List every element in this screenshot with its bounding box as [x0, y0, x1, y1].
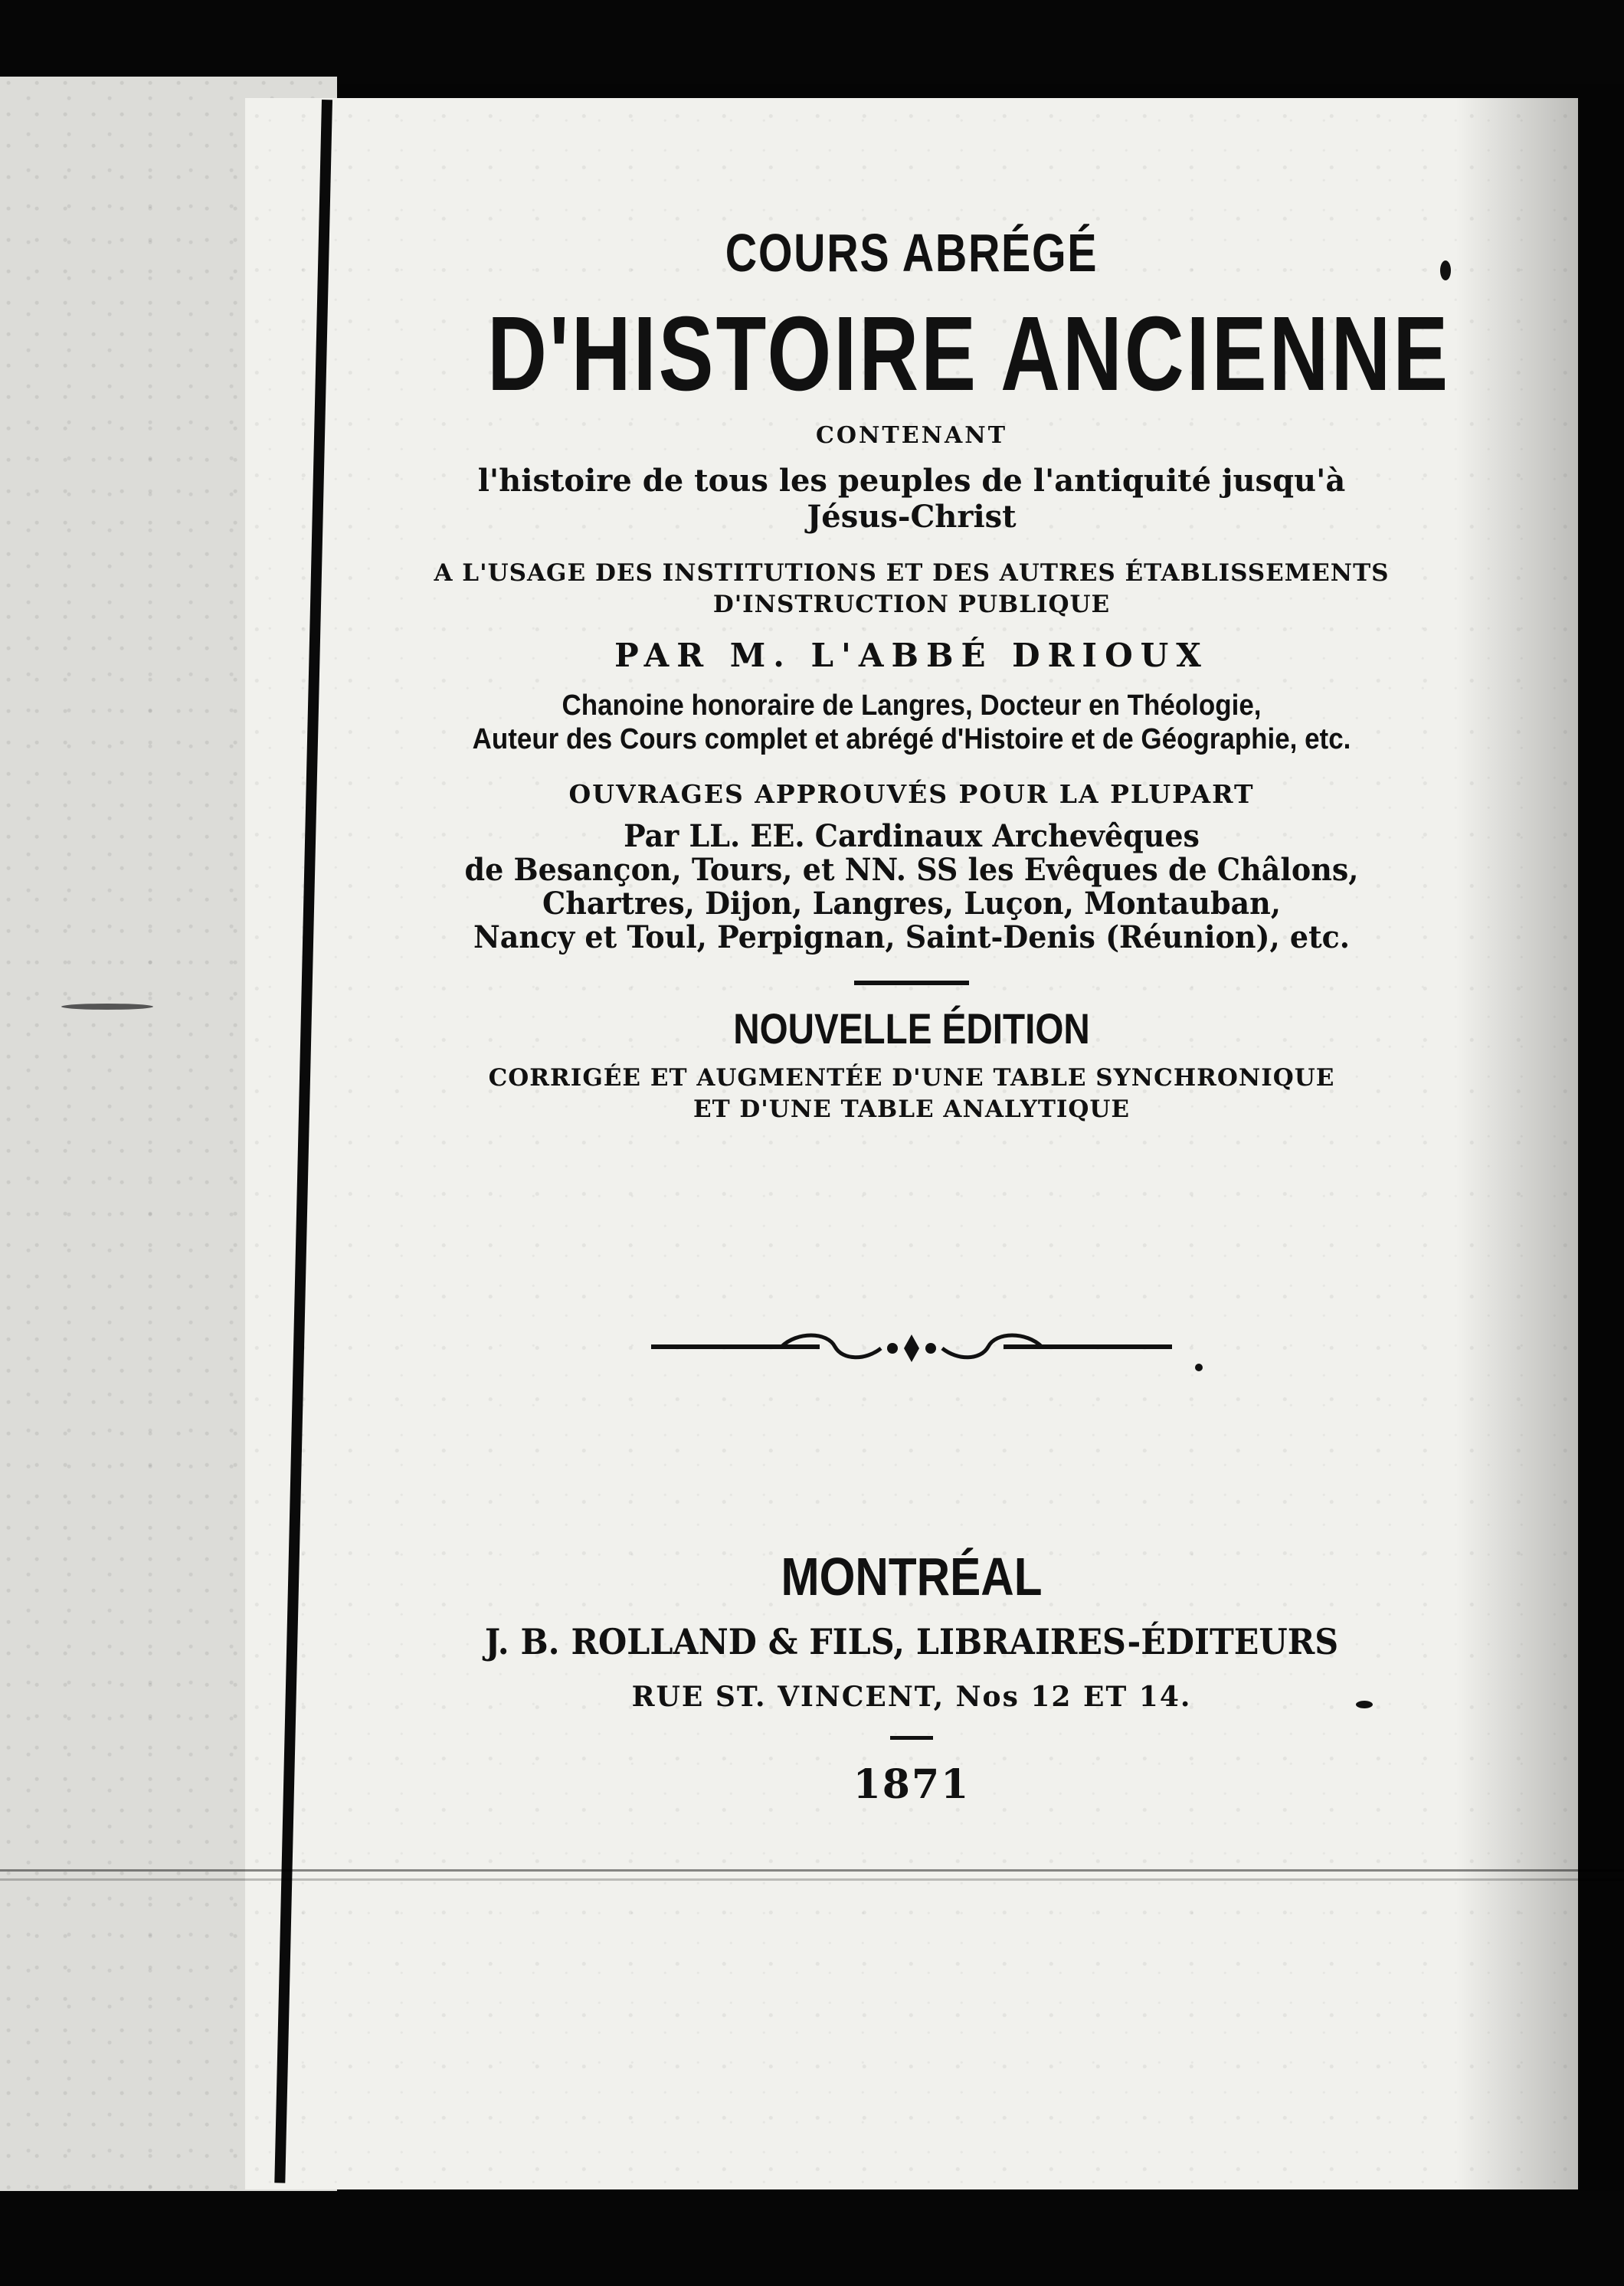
- section-divider: [854, 981, 969, 985]
- title-line-1: COURS ABRÉGÉ: [725, 223, 1098, 283]
- edition-note-1: CORRIGÉE ET AUGMENTÉE D'UNE TABLE SYNCHRONIQUE: [488, 1064, 1335, 1092]
- scan-artifact-line: [0, 1869, 1624, 1872]
- scan-bottom-border: [0, 2191, 1624, 2286]
- edition-heading: NOUVELLE ÉDITION: [733, 1004, 1090, 1053]
- usage-line-2: D'INSTRUCTION PUBLIQUE: [712, 590, 1111, 618]
- page-edge-shadow: [1455, 98, 1578, 2189]
- title-page-content: [368, 222, 1455, 1808]
- address-line: RUE ST. VINCENT, Nos 12 ET 14.: [631, 1680, 1192, 1713]
- city-line: MONTRÉAL: [781, 1546, 1043, 1606]
- year-divider: [890, 1736, 933, 1740]
- subtitle-line-2: Jésus-Christ: [807, 499, 1017, 535]
- edition-note-2: ET D'UNE TABLE ANALYTIQUE: [692, 1095, 1131, 1123]
- publisher-line: J. B. ROLLAND & FILS, LIBRAIRES-ÉDITEURS: [484, 1620, 1339, 1662]
- approval-line-1: Par LL. EE. Cardinaux Archevêques: [624, 818, 1200, 855]
- credit-line-2: Auteur des Cours complet et abrégé d'Histoire et de Géographie, etc.: [472, 722, 1351, 755]
- credit-line-1: Chanoine honoraire de Langres, Docteur en Théologie,: [562, 689, 1262, 722]
- approval-heading: OUVRAGES APPROUVÉS POUR LA PLUPART: [568, 779, 1255, 810]
- approval-line-2: de Besançon, Tours, et NN. SS les Evêques de Châlons,: [464, 852, 1359, 889]
- ink-smudge: [61, 1004, 153, 1010]
- decorative-scroll-rule-icon: [651, 1324, 1172, 1370]
- approval-line-3: Chartres, Dijon, Langres, Luçon, Montauban,: [542, 886, 1282, 922]
- usage-line-1: A L'USAGE DES INSTITUTIONS ET DES AUTRES ÉTABLISSEMENTS: [434, 559, 1390, 588]
- contenant-label: CONTENANT: [815, 421, 1008, 449]
- author-line: PAR M. L'ABBÉ DRIOUX: [614, 636, 1209, 674]
- title-line-2: D'HISTOIRE ANCIENNE: [487, 295, 1451, 413]
- scan-artifact-line: [0, 1878, 1624, 1881]
- publication-year: 1871: [853, 1760, 971, 1808]
- scan-top-border: [0, 0, 1624, 84]
- approval-line-4: Nancy et Toul, Perpignan, Saint-Denis (Réunion), etc.: [473, 919, 1351, 956]
- subtitle-line-1: l'histoire de tous les peuples de l'antiquité jusqu'à: [477, 462, 1346, 499]
